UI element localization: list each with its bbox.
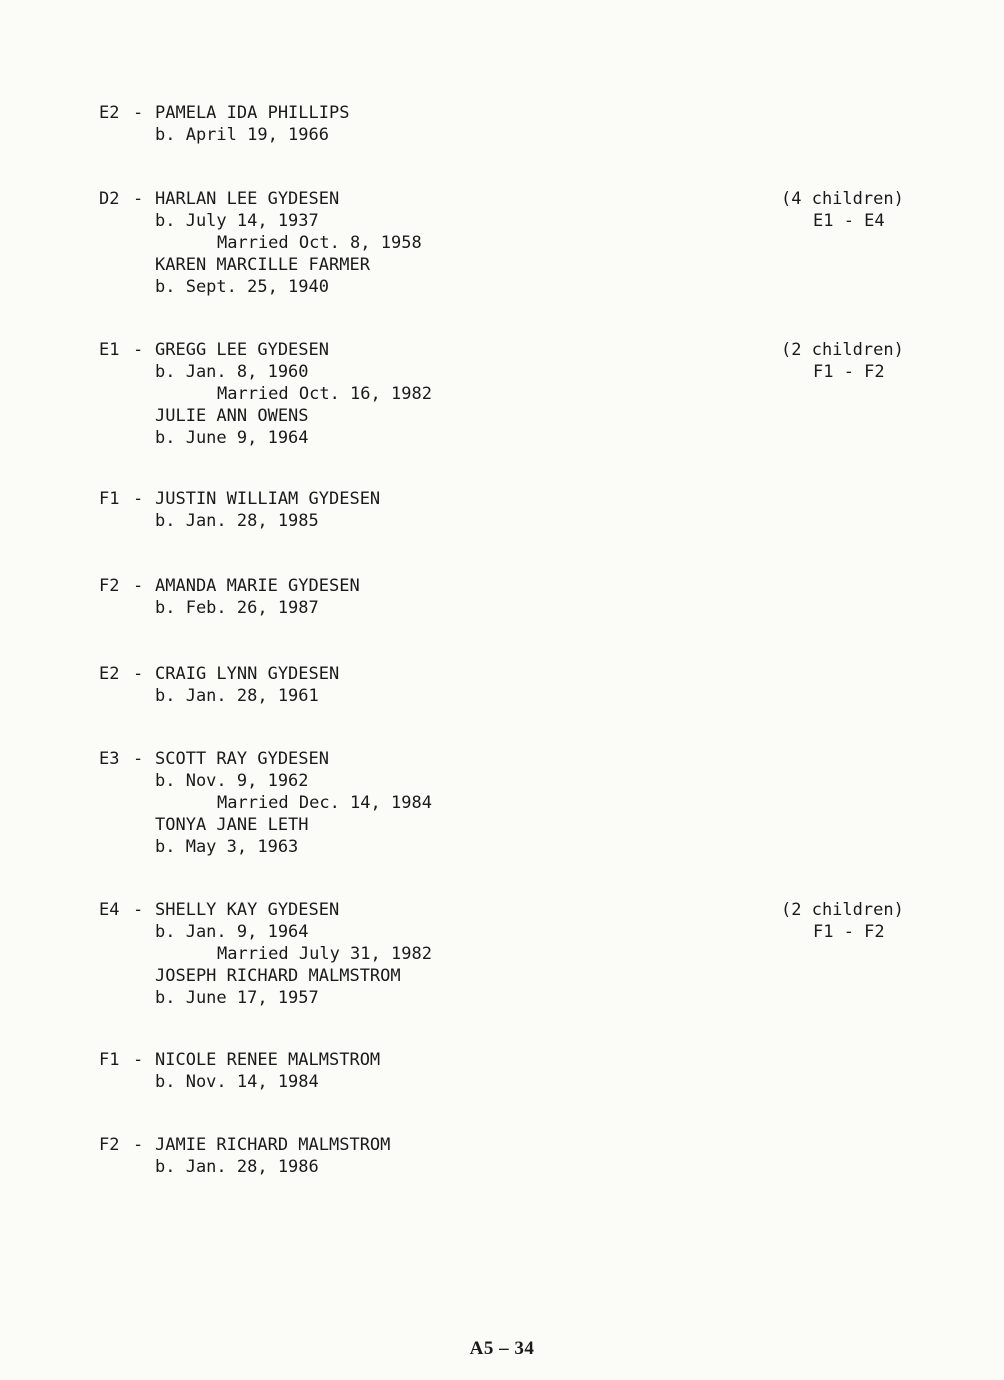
marriage-date: Married Dec. 14, 1984 (217, 793, 432, 813)
birth-date: b. Jan. 9, 1964 (155, 922, 309, 942)
spouse-birth-date: b. Sept. 25, 1940 (155, 277, 329, 297)
person-name: PAMELA IDA PHILLIPS (155, 103, 350, 123)
birth-date: b. Feb. 26, 1987 (155, 598, 319, 618)
entry-code: F1 (99, 1050, 120, 1070)
entry-dash: - (133, 103, 144, 123)
spouse-birth-date: b. May 3, 1963 (155, 837, 299, 857)
person-name: NICOLE RENEE MALMSTROM (155, 1050, 381, 1070)
entry-dash: - (133, 749, 144, 769)
entry-dash: - (133, 1135, 144, 1155)
person-name: HARLAN LEE GYDESEN (155, 189, 340, 209)
entry-dash: - (133, 576, 144, 596)
birth-date: b. Nov. 9, 1962 (155, 771, 309, 791)
entry-dash: - (133, 189, 144, 209)
birth-date: b. July 14, 1937 (155, 211, 319, 231)
person-name: SCOTT RAY GYDESEN (155, 749, 329, 769)
page-number: A5 – 34 (469, 1338, 535, 1359)
spouse-name: TONYA JANE LETH (155, 815, 309, 835)
children-range: F1 - F2 (813, 922, 885, 942)
spouse-birth-date: b. June 17, 1957 (155, 988, 319, 1008)
entry-code: E4 (99, 900, 120, 920)
birth-date: b. Jan. 28, 1961 (155, 686, 319, 706)
entry-code: E2 (99, 664, 120, 684)
children-range: F1 - F2 (813, 362, 885, 382)
birth-date: b. Jan. 28, 1986 (155, 1157, 319, 1177)
entry-code: E1 (99, 340, 120, 360)
entry-dash: - (133, 340, 144, 360)
entry-code: E3 (99, 749, 120, 769)
entry-code: F1 (99, 489, 120, 509)
children-count: (4 children) (781, 189, 904, 209)
entry-dash: - (133, 900, 144, 920)
spouse-name: JULIE ANN OWENS (155, 406, 309, 426)
entry-code: E2 (99, 103, 120, 123)
marriage-date: Married Oct. 16, 1982 (217, 384, 432, 404)
entry-code: D2 (99, 189, 120, 209)
birth-date: b. April 19, 1966 (155, 125, 329, 145)
person-name: JAMIE RICHARD MALMSTROM (155, 1135, 391, 1155)
entry-code: F2 (99, 576, 120, 596)
entry-dash: - (133, 664, 144, 684)
person-name: GREGG LEE GYDESEN (155, 340, 329, 360)
birth-date: b. Jan. 8, 1960 (155, 362, 309, 382)
children-range: E1 - E4 (813, 211, 885, 231)
person-name: SHELLY KAY GYDESEN (155, 900, 340, 920)
spouse-name: KAREN MARCILLE FARMER (155, 255, 370, 275)
entry-code: F2 (99, 1135, 120, 1155)
spouse-birth-date: b. June 9, 1964 (155, 428, 309, 448)
spouse-name: JOSEPH RICHARD MALMSTROM (155, 966, 401, 986)
person-name: JUSTIN WILLIAM GYDESEN (155, 489, 381, 509)
children-count: (2 children) (781, 900, 904, 920)
person-name: CRAIG LYNN GYDESEN (155, 664, 340, 684)
marriage-date: Married Oct. 8, 1958 (217, 233, 422, 253)
marriage-date: Married July 31, 1982 (217, 944, 432, 964)
entry-dash: - (133, 489, 144, 509)
birth-date: b. Nov. 14, 1984 (155, 1072, 319, 1092)
person-name: AMANDA MARIE GYDESEN (155, 576, 360, 596)
children-count: (2 children) (781, 340, 904, 360)
birth-date: b. Jan. 28, 1985 (155, 511, 319, 531)
entry-dash: - (133, 1050, 144, 1070)
